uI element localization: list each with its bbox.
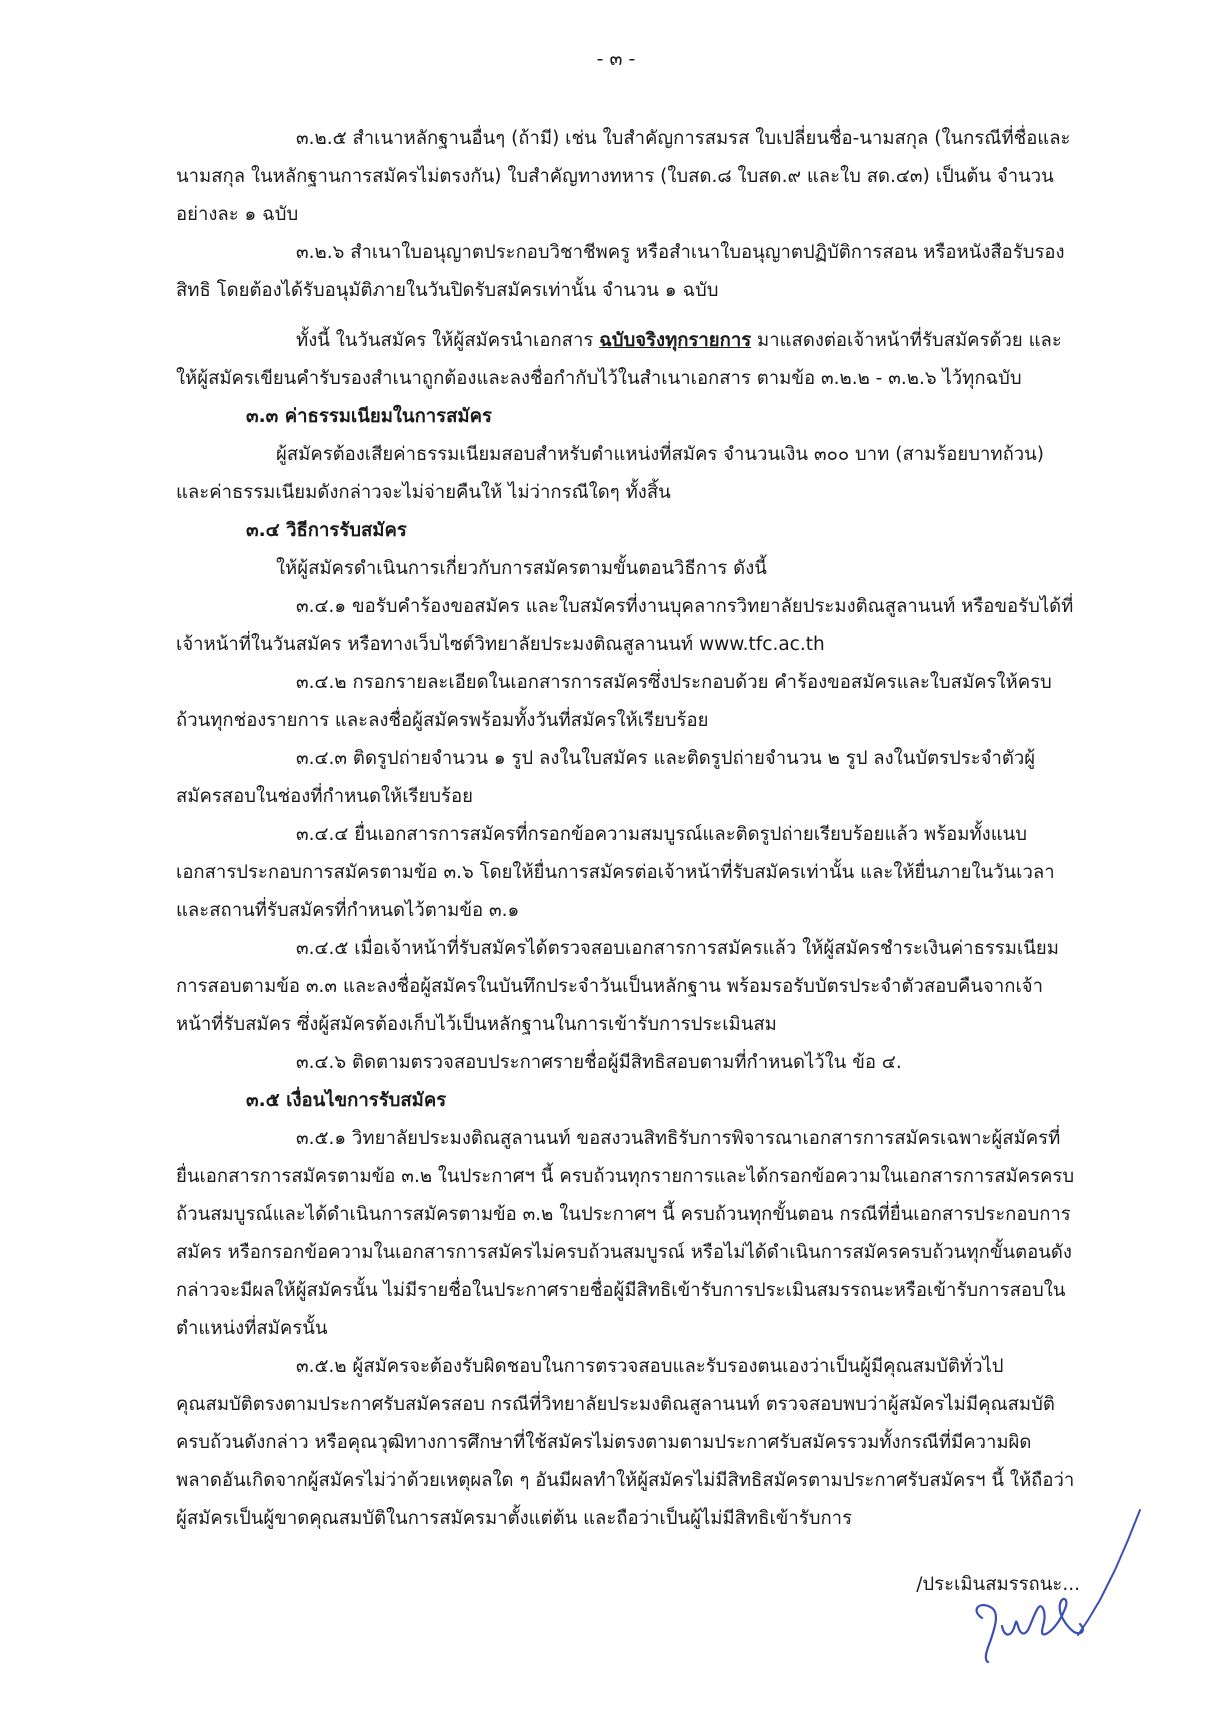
page-number: - ๓ -: [596, 48, 636, 70]
paragraph-3-4-5: ๓.๔.๕ เมื่อเจ้าหน้าที่รับสมัครได้ตรวจสอบเอกสารการสมัครแล้ว ให้ผู้สมัครชำระเงินค่าธรรมเนียมการสอบตามข้อ ๓.๓ และลงชื่อผู้สมัครในบันทึกประจำวันเป็นหลักฐาน พร้อมรอรับบัตรประจำตัวสอบคืนจากเจ้าหน้าที่รับสมัคร ซึ่งผู้สมัครต้องเก็บไว้เป็นหลักฐานในการเข้ารับการประเมินสม: [176, 938, 1059, 1035]
document-body: [176, 120, 1076, 1538]
signature-mark: [950, 1500, 1150, 1670]
note-text-after: มาแสดงต่อเจ้าหน้าที่รับสมัครด้วย และให้ผู้สมัครเขียนคำรับรองสำเนาถูกต้องและลงชื่อกำกับไว้ในสำเนาเอกสาร ตามข้อ ๓.๒.๒ - ๓.๒.๖ ไว้ทุกฉบับ: [176, 330, 1062, 389]
paragraph-3-2-6: ๓.๒.๖ สำเนาใบอนุญาตประกอบวิชาชีพครู หรือสำเนาใบอนุญาตปฏิบัติการสอน หรือหนังสือรับรองสิทธิ โดยต้องได้รับอนุมัติภายในวันปิดรับสมัครเท่านั้น จำนวน ๑ ฉบับ: [176, 242, 1065, 301]
paragraph-fee: ผู้สมัครต้องเสียค่าธรรมเนียมสอบสำหรับตำแหน่งที่สมัคร จำนวนเงิน ๓๐๐ บาท (สามร้อยบาทถ้วน) และค่าธรรมเนียมดังกล่าวจะไม่จ่ายคืนให้ ไม่ว่ากรณีใดๆ ทั้งสิ้น: [176, 444, 1045, 503]
original-documents-note: [176, 322, 1076, 398]
paragraph-method-intro: ให้ผู้สมัครดำเนินการเกี่ยวกับการสมัครตามขั้นตอนวิธีการ ดังนี้: [276, 558, 767, 579]
note-emphasis: ฉบับจริงทุกรายการ: [599, 330, 752, 351]
heading-method: ๓.๔ วิธีการรับสมัคร: [246, 520, 407, 541]
paragraph-3-4-3: ๓.๔.๓ ติดรูปถ่ายจำนวน ๑ รูป ลงในใบสมัคร และติดรูปถ่ายจำนวน ๒ รูป ลงในบัตรประจำตัวผู้สมัครสอบในช่องที่กำหนดให้เรียบร้อย: [176, 748, 1036, 807]
paragraph-3-5-1: ๓.๕.๑ วิทยาลัยประมงติณสูลานนท์ ขอสงวนสิทธิรับการพิจารณาเอกสารการสมัครเฉพาะผู้สมัครที่ยื่นเอกสารการสมัครตามข้อ ๓.๒ ในประกาศฯ นี้ ครบถ้วนทุกรายการและได้กรอกข้อความในเอกสารการสมัครครบถ้วนสมบูรณ์และได้ดำเนินการสมัครตามข้อ ๓.๒ ในประกาศฯ นี้ ครบถ้วนทุกขั้นตอน กรณีที่ยื่นเอกสารประกอบการสมัคร หรือกรอกข้อความในเอกสารการสมัครไม่ครบถ้วนสมบูรณ์ หรือไม่ได้ดำเนินการสมัครครบถ้วนทุกขั้นตอนดังกล่าวจะมีผลให้ผู้สมัครนั้น ไม่มีรายชื่อในประกาศรายชื่อผู้มีสิทธิเข้ารับการประเมินสมรรถนะหรือเข้ารับการสอบในตำแหน่งที่สมัครนั้น: [176, 1128, 1075, 1339]
note-text-before: ทั้งนี้ ในวันสมัคร ให้ผู้สมัครนำเอกสาร: [296, 330, 600, 351]
paragraph-3-4-6: ๓.๔.๖ ติดตามตรวจสอบประกาศรายชื่อผู้มีสิทธิสอบตามที่กำหนดไว้ใน ข้อ ๔.: [296, 1052, 902, 1073]
paragraph-3-4-4: ๓.๔.๔ ยื่นเอกสารการสมัครที่กรอกข้อความสมบูรณ์และติดรูปถ่ายเรียบร้อยแล้ว พร้อมทั้งแนบเอกสารประกอบการสมัครตามข้อ ๓.๖ โดยให้ยื่นการสมัครต่อเจ้าหน้าที่รับสมัครเท่านั้น และให้ยื่นภายในวันเวลาและสถานที่รับสมัครที่กำหนดไว้ตามข้อ ๓.๑: [176, 824, 1055, 921]
paragraph-3-2-5: ๓.๒.๕ สำเนาหลักฐานอื่นๆ (ถ้ามี) เช่น ใบสำคัญการสมรส ใบเปลี่ยนชื่อ-นามสกุล (ในกรณีที่ชื่อและนามสกุล ในหลักฐานการสมัครไม่ตรงกัน) ใบสำคัญทางทหาร (ใบสด.๘ ใบสด.๙ และใบ สด.๔๓) เป็นต้น จำนวนอย่างละ ๑ ฉบับ: [176, 128, 1071, 225]
paragraph-3-5-2: ๓.๕.๒ ผู้สมัครจะต้องรับผิดชอบในการตรวจสอบและรับรองตนเองว่าเป็นผู้มีคุณสมบัติทั่วไป คุณสมบัติตรงตามประกาศรับสมัครสอบ กรณีที่วิทยาลัยประมงติณสูลานนท์ ตรวจสอบพบว่าผู้สมัครไม่มีคุณสมบัติครบถ้วนดังกล่าว หรือคุณวุฒิทางการศึกษาที่ใช้สมัครไม่ตรงตามตามประกาศรับสมัครรวมทั้งกรณีที่มีความผิดพลาดอันเกิดจากผู้สมัครไม่ว่าด้วยเหตุผลใด ๆ อันมีผลทำให้ผู้สมัครไม่มีสิทธิสมัครตามประกาศรับสมัครฯ นี้ ให้ถือว่าผู้สมัครเป็นผู้ขาดคุณสมบัติในการสมัครมาตั้งแต่ต้น และถือว่าเป็นผู้ไม่มีสิทธิเข้ารับการ: [176, 1356, 1075, 1529]
paragraph-3-4-1: ๓.๔.๑ ขอรับคำร้องขอสมัคร และใบสมัครที่งานบุคลากรวิทยาลัยประมงติณสูลานนท์ หรือขอรับได้ที่เจ้าหน้าที่ในวันสมัคร หรือทางเว็บไซต์วิทยาลัยประมงติณสูลานนท์ www.tfc.ac.th: [176, 596, 1074, 655]
heading-conditions: ๓.๕ เงื่อนไขการรับสมัคร: [246, 1090, 447, 1111]
paragraph-3-4-2: ๓.๔.๒ กรอกรายละเอียดในเอกสารการสมัครซึ่งประกอบด้วย คำร้องขอสมัครและใบสมัครให้ครบถ้วนทุกช่องรายการ และลงชื่อผู้สมัครพร้อมทั้งวันที่สมัครให้เรียบร้อย: [176, 672, 1052, 731]
heading-fee: ๓.๓ ค่าธรรมเนียมในการสมัคร: [246, 406, 492, 427]
continuation-note: /ประเมินสมรรถนะ...: [916, 1574, 1080, 1595]
